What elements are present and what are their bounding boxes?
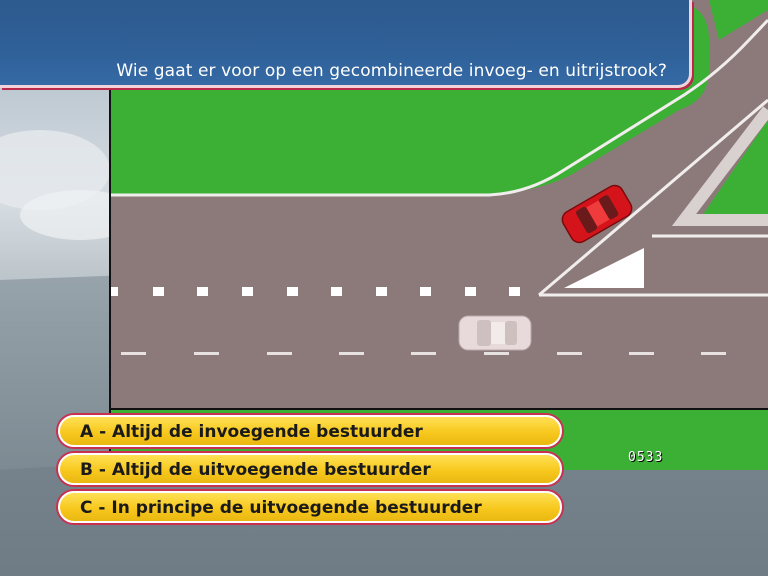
answer-a-label: A - Altijd de invoegende bestuurder <box>80 422 423 442</box>
answer-c-button[interactable] <box>58 491 562 523</box>
white-car-icon <box>459 316 531 350</box>
answer-b-label: B - Altijd de uitvoegende bestuurder <box>80 460 431 480</box>
question-counter: 0533 <box>628 450 664 465</box>
answer-c-label: C - In principe de uitvoegende bestuurder <box>80 498 482 518</box>
question-banner <box>0 0 692 88</box>
lane-dashes <box>121 352 726 355</box>
answer-b-button[interactable] <box>58 453 562 485</box>
question-text: Wie gaat er voor op een gecombineerde invoeg- en uitrijstrook? <box>116 61 667 81</box>
answer-a-button[interactable] <box>58 415 562 447</box>
